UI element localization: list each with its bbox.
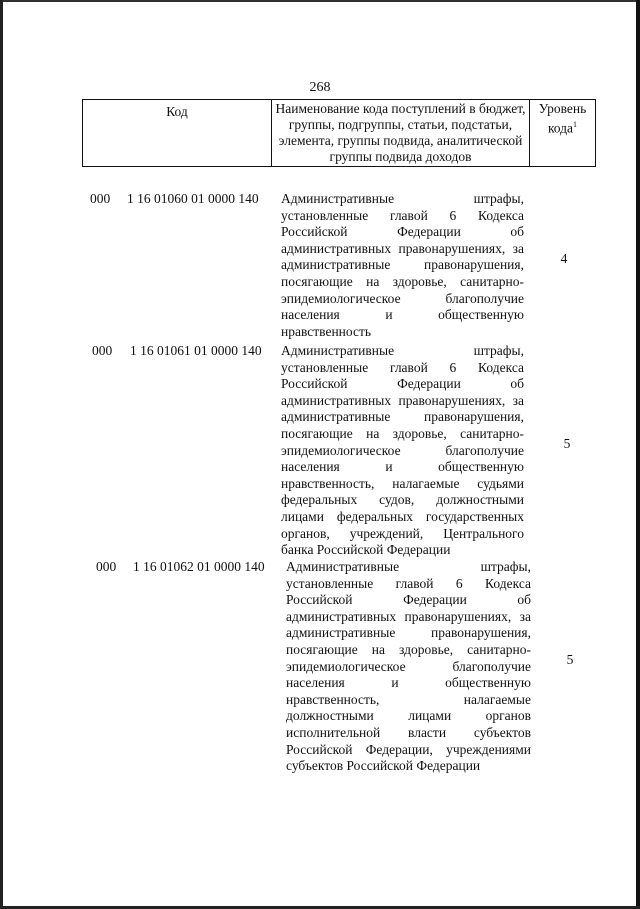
scan-edge-left [0, 0, 3, 909]
header-level-cell [530, 100, 596, 167]
scan-edge-right [636, 0, 640, 909]
header-level: Уровень кода [538, 101, 587, 136]
income-description: Административные штрафы, установленные главой 6 Кодекса Российской Федерации об административных правонарушениях, за административные правонарушения, посягающие на здоровье, санитарно-эпидемиологическое благополучие населения и общественную нравственность, налагаемые судьями федеральных судов, должностными лицами федеральных государственных органов, учреждений, Центрального банка Российской Федерации [281, 343, 524, 558]
header-name: Наименование кода поступлений в бюджет, группы, подгруппы, статьи, подстатьи, элемента, группы подвида, аналитической группы подвида доходов [272, 100, 530, 167]
income-description: Административные штрафы, установленные главой 6 Кодекса Российской Федерации об административных правонарушениях, за административные правонарушения, посягающие на здоровье, санитарно-эпидемиологическое благополучие населения и общественную нравственность [281, 191, 524, 339]
header-level-footnote: 1 [573, 120, 578, 129]
code-level: 4 [560, 251, 568, 266]
income-code: 1 16 01060 01 0000 140 [127, 191, 259, 206]
income-code: 1 16 01062 01 0000 140 [133, 559, 265, 574]
page-number: 268 [309, 80, 331, 95]
admin-code: 000 [96, 559, 117, 574]
admin-code: 000 [92, 343, 113, 358]
income-code: 1 16 01061 01 0000 140 [130, 343, 262, 358]
income-description: Административные штрафы, установленные главой 6 Кодекса Российской Федерации об административных правонарушениях, за административные правонарушения, посягающие на здоровье, санитарно-эпидемиологическое благополучие населения и общественную нравственность, налагаемые должностными лицами органов исполнительной власти субъектов Российской Федерации, учреждениями субъектов Российской Федерации [286, 559, 531, 774]
admin-code: 000 [90, 191, 111, 206]
header-code: Код [83, 100, 272, 167]
code-level: 5 [566, 652, 574, 667]
scan-edge-top [0, 0, 640, 2]
code-level: 5 [563, 436, 571, 451]
table-header [82, 99, 596, 167]
